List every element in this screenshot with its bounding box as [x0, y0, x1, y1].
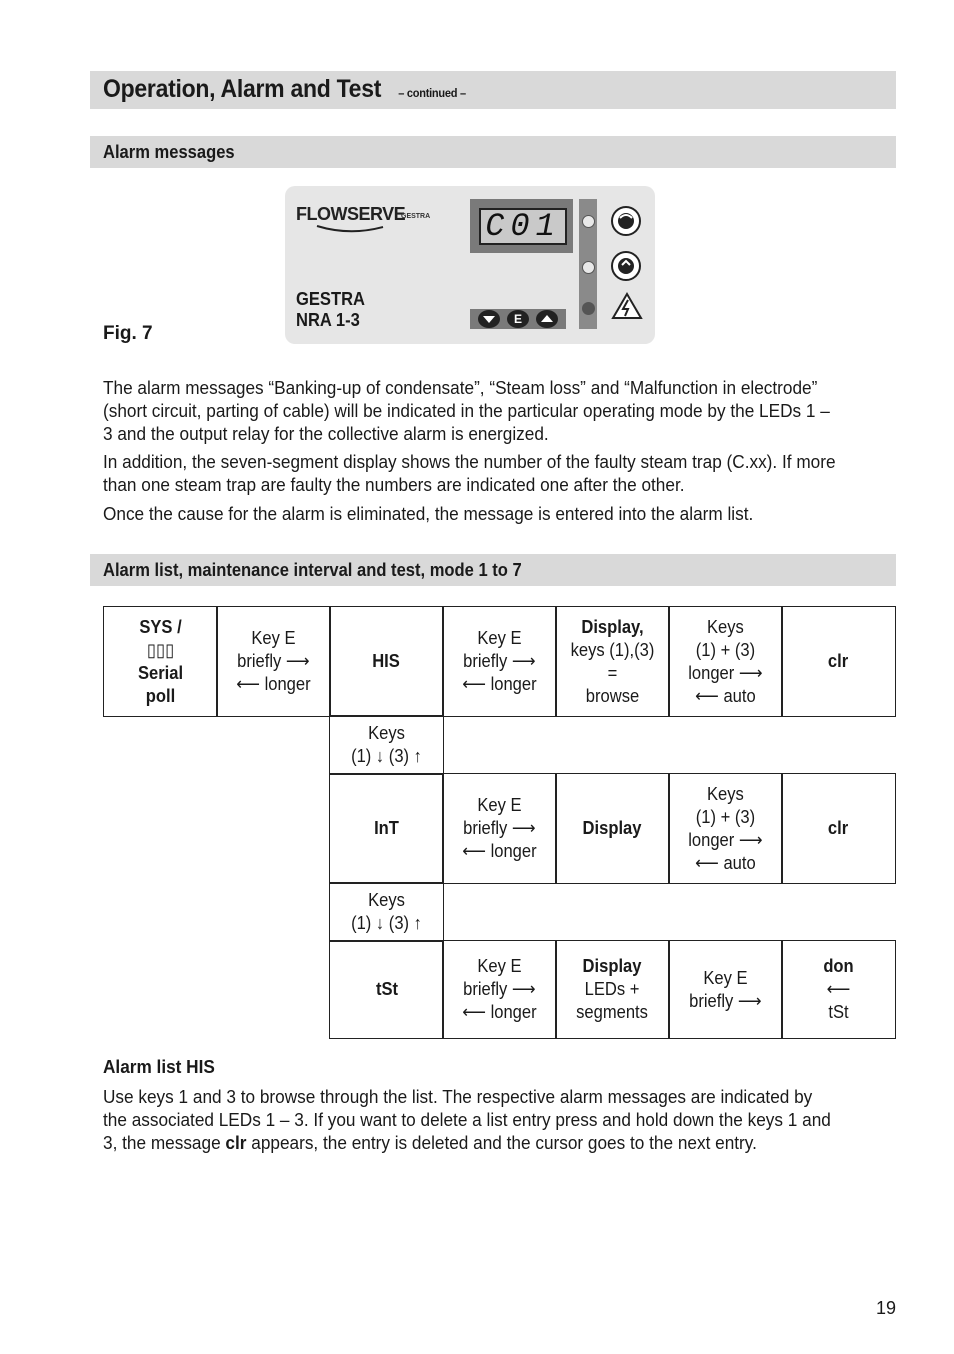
cell-display-r2	[555, 773, 670, 884]
cell-line: clr	[828, 651, 849, 671]
cell-line: (1) + (3)	[695, 806, 756, 827]
cell-line: ⟵ longer	[462, 841, 537, 861]
cell-key-e-r3c4	[442, 940, 557, 1039]
page-number: 19	[876, 1298, 897, 1318]
his-heading: Alarm list HIS	[103, 1056, 215, 1077]
display-readout: C01	[479, 208, 567, 245]
page-title-text: Operation, Alarm and Test	[103, 75, 382, 103]
cell-line: briefly ⟶	[689, 990, 762, 1011]
model-line-1: GESTRA	[296, 289, 366, 309]
key-e[interactable]: E	[507, 310, 529, 328]
cell-key-e-r1c4	[442, 606, 557, 717]
cell-line: Keys	[707, 616, 744, 637]
brand-small-logo: GESTRA	[401, 213, 431, 220]
steam-trap-icon-2	[611, 251, 641, 281]
cell-line: briefly ⟶	[237, 651, 310, 671]
cell-line: browse	[585, 685, 640, 706]
model-line-2: NRA 1-3	[296, 310, 360, 330]
cell-clr-r1	[781, 606, 896, 717]
cell-line: Serial	[137, 662, 184, 683]
cell-line: Key E	[477, 956, 522, 976]
cell-line: =	[607, 662, 618, 683]
cell-line: ⟵ longer	[236, 674, 311, 694]
cell-keys-longer-auto-r2	[668, 773, 783, 884]
cell-line: Key E	[251, 628, 296, 648]
arrow-down-icon	[478, 310, 500, 328]
model-label	[296, 289, 365, 331]
cell-line: Display,	[581, 616, 644, 637]
paragraph-alarm-messages: The alarm messages “Banking-up of condensate”, “Steam loss” and “Malfunction in electrode” (short circuit, parting of cable) will be indicated in the particular operating mode by the LEDs 1 – 3 and the output relay for the collective alarm is energized.	[103, 377, 830, 444]
section-bar-alarm-list	[90, 554, 896, 586]
cell-nav-keys-2	[329, 882, 444, 942]
cell-nav-keys-1	[329, 715, 444, 775]
cell-line: ⟵ longer	[462, 674, 537, 694]
cell-line: keys (1),(3)	[570, 639, 655, 660]
paragraph-alarm-list-entry: Once the cause for the alarm is eliminated, the message is entered into the alarm list.	[103, 503, 754, 524]
section-heading-alarm-messages: Alarm messages	[103, 142, 235, 162]
cell-line: ⟵	[826, 979, 851, 999]
section-heading-alarm-list: Alarm list, maintenance interval and test, mode 1 to 7	[103, 560, 522, 580]
logo-swoosh-icon	[315, 224, 385, 234]
cell-line: tSt	[375, 979, 398, 999]
cell-line: Key E	[477, 795, 522, 815]
cell-line: Key E	[477, 628, 522, 648]
page-header-bar	[90, 71, 896, 109]
cell-line: Keys	[368, 723, 405, 743]
cell-clr-r2	[781, 773, 896, 884]
cell-line: Display	[583, 956, 642, 976]
cell-line: Keys	[707, 783, 744, 804]
key-3-up-arrow[interactable]	[536, 310, 558, 328]
cell-his	[329, 606, 444, 717]
cell-line: (1) + (3)	[695, 639, 756, 660]
cell-line: ⟵ auto	[695, 852, 756, 873]
cell-line: SYS /	[139, 616, 182, 637]
cell-line: segments	[576, 1002, 649, 1022]
cell-line: ▯▯▯	[146, 639, 175, 660]
cell-line: longer ⟶	[688, 662, 763, 683]
cell-line: tSt	[828, 1002, 849, 1022]
his-text-before: Use keys 1 and 3 to browse through the list. The respective alarm messages are indicated by the associated LEDs 1 – 3. If you want to delete a list entry press and hold down the keys 1 and 3, the message	[103, 1086, 831, 1153]
arrow-up-icon	[536, 310, 558, 328]
cell-display-leds-segments	[555, 940, 670, 1039]
brand-logo: FLOWSERVE	[296, 204, 406, 224]
paragraph-seven-segment: In addition, the seven-segment display shows the number of the faulty steam trap (C.xx). If more than one steam trap are faulty the numbers are indicated one after the other.	[103, 451, 836, 495]
cell-line: (1) ↓ (3) ↑	[351, 913, 422, 933]
steam-trap-icon-1	[611, 206, 641, 236]
page-subtitle: – continued –	[398, 86, 466, 100]
led-2	[582, 261, 595, 274]
led-1	[582, 215, 595, 228]
cell-line: don	[823, 956, 854, 976]
cell-line: briefly ⟶	[463, 818, 536, 838]
cell-line: (1) ↓ (3) ↑	[351, 746, 422, 766]
key-1-down-arrow[interactable]	[478, 310, 500, 328]
cell-key-e-r2c4	[442, 773, 557, 884]
cell-display-browse	[555, 606, 670, 717]
his-paragraph	[103, 1085, 838, 1154]
cell-tst	[329, 940, 444, 1039]
cell-line: HIS	[372, 651, 401, 671]
warning-lightning-icon	[611, 292, 643, 325]
device-front-panel	[285, 186, 655, 344]
cell-key-e-briefly-r3	[668, 940, 783, 1039]
cell-line: Key E	[703, 967, 748, 988]
cell-line: briefly ⟶	[463, 979, 536, 999]
cell-line: longer ⟶	[688, 829, 763, 850]
cell-line: InT	[374, 818, 399, 838]
cell-don-tst	[781, 940, 896, 1039]
cell-line: poll	[145, 685, 176, 706]
cell-line: ⟵ longer	[462, 1002, 537, 1022]
cell-keys-longer-auto-r1	[668, 606, 783, 717]
his-text-after: appears, the entry is deleted and the cursor goes to the next entry.	[246, 1132, 757, 1153]
cell-sys-serial-poll	[103, 606, 218, 717]
cell-int	[329, 773, 444, 884]
section-bar-alarm-messages	[90, 136, 896, 168]
key-strip	[470, 309, 566, 329]
his-text-clr: clr	[225, 1132, 247, 1153]
page-title	[103, 75, 466, 104]
figure-label: Fig. 7	[103, 323, 153, 344]
cell-line: ⟵ auto	[695, 685, 756, 706]
seven-segment-display	[470, 199, 573, 253]
cell-line: briefly ⟶	[463, 651, 536, 671]
cell-line: Keys	[368, 890, 405, 910]
cell-line: LEDs +	[585, 979, 640, 999]
led-strip	[579, 199, 597, 329]
cell-line: clr	[828, 818, 849, 838]
cell-key-e-r1c2	[216, 606, 331, 717]
cell-line: Display	[583, 818, 642, 838]
led-3-lit	[582, 302, 595, 315]
